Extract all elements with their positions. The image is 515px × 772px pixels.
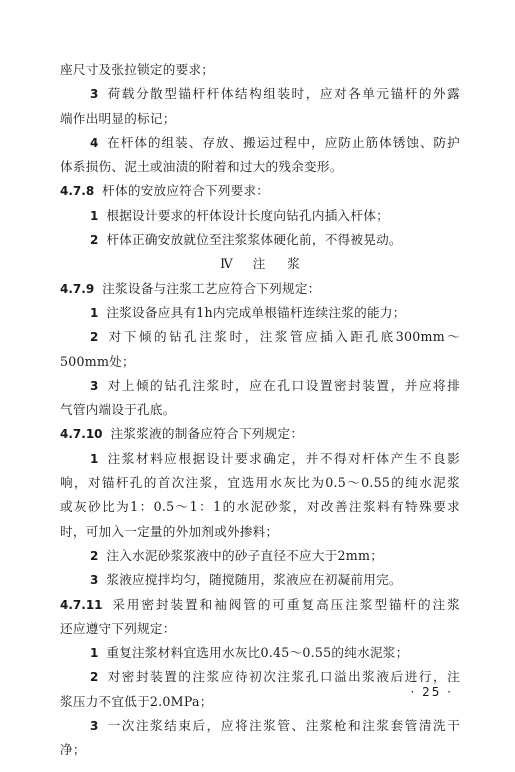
clause-number: 4.7.10 [60,427,103,442]
line-text: 时，可加入一定量的外加剂或外掺料； [60,523,279,539]
text-line [60,204,460,228]
line-text: 对密封装置的注浆应待初次注浆孔口溢出浆液后进行，注 [106,669,460,685]
line-text: 体系损伤、泥土或油渍的附着和过大的残余变形。 [60,159,343,175]
section-numeral: Ⅳ [220,256,233,272]
clause-number: 2 [90,670,99,685]
text-line [60,350,460,374]
line-text: 在杆体的组装、存放、搬运过程中，应防止筋体锈蚀、防护 [106,134,460,150]
line-text: 注入水泥砂浆浆液中的砂子直径不应大于2mm； [106,547,384,563]
clause-number: 4.7.8 [60,184,95,199]
text-line [60,131,460,155]
section-title-char-2: 浆 [287,256,300,272]
text-line [60,301,460,325]
text-line [60,179,460,203]
line-text: 端作出明显的标记； [60,110,176,126]
text-line [60,471,460,495]
clause-number: 2 [90,548,99,563]
section-heading [60,252,460,276]
text-line [60,568,460,592]
section-title-char-1: 注 [252,256,266,272]
text-block-top [60,58,460,252]
text-line [60,228,460,252]
text-line [60,325,460,349]
clause-number: 3 [90,719,99,734]
line-text: 净； [60,742,86,758]
line-text: 注浆设备应具有1h内完成单根锚杆连续注浆的能力； [106,304,406,320]
text-line [60,277,460,301]
line-text: 还应遵守下列规定： [60,620,176,636]
line-text: 杆体正确安放就位至注浆浆体硬化前，不得被晃动。 [106,232,402,248]
clause-number: 1 [90,208,99,223]
line-text: 注浆材料应根据设计要求确定，并不得对杆体产生不良影 [106,450,460,466]
clause-number: 3 [90,573,99,588]
text-line [60,593,460,617]
text-line [60,447,460,471]
clause-number: 2 [90,330,99,345]
line-text: 浆压力不宜低于2.0MPa； [60,693,213,709]
line-text: 响，对锚杆孔的首次注浆，宜选用水灰比为0.5～0.55的纯水泥浆 [60,475,460,491]
line-text: 杆体的安放应符合下列要求： [102,183,270,199]
text-line [60,58,460,82]
line-text: 座尺寸及张拉锁定的要求； [60,62,215,77]
text-line [60,520,460,544]
line-text: 500mm处； [60,353,135,369]
clause-number: 1 [90,451,99,466]
line-text: 根据设计要求的杆体设计长度向钻孔内插入杆体； [106,207,389,223]
line-text: 对下倾的钻孔注浆时，注浆管应插入距孔底300mm～ [106,329,460,345]
clause-number: 1 [90,305,99,320]
clause-number: 4 [90,135,99,150]
clause-number: 3 [90,378,99,393]
line-text: 或灰砂比为1：0.5～1：1的水泥砂浆，对改善注浆料有特殊要求 [60,499,460,515]
line-text: 气管内端设于孔底。 [60,402,176,418]
line-text: 注浆浆液的制备应符合下列规定： [110,426,304,442]
line-text: 荷载分散型锚杆杆体结构组装时，应对各单元锚杆的外露 [106,86,460,102]
document-page [60,58,460,763]
clause-number: 2 [90,233,99,248]
line-text: 对上倾的钻孔注浆时，应在孔口设置密封装置，并应将排 [106,377,460,393]
text-line [60,374,460,398]
clause-number: 4.7.9 [60,281,95,296]
text-line [60,107,460,131]
clause-number: 1 [90,646,99,661]
line-text: 采用密封装置和袖阀管的可重复高压注浆型锚杆的注浆 [110,596,460,612]
text-line [60,155,460,179]
line-text: 浆液应搅拌均匀，随搅随用，浆液应在初凝前用完。 [106,572,402,588]
text-line [60,495,460,519]
page-number: · 25 · [410,685,453,699]
text-line [60,665,460,689]
line-text: 注浆设备与注浆工艺应符合下列规定： [102,280,321,296]
line-text: 重复注浆材料宜选用水灰比0.45～0.55的纯水泥浆； [106,645,409,661]
text-line [60,544,460,568]
text-line [60,714,460,738]
text-line [60,738,460,762]
text-line [60,617,460,641]
text-line [60,690,460,714]
clause-number: 4.7.11 [60,597,103,612]
line-text: 一次注浆结束后，应将注浆管、注浆枪和注浆套管清洗干 [106,718,460,734]
text-line [60,398,460,422]
text-line [60,422,460,446]
text-block-bottom [60,277,460,763]
clause-number: 3 [90,87,99,102]
text-line [60,641,460,665]
text-line [60,82,460,106]
